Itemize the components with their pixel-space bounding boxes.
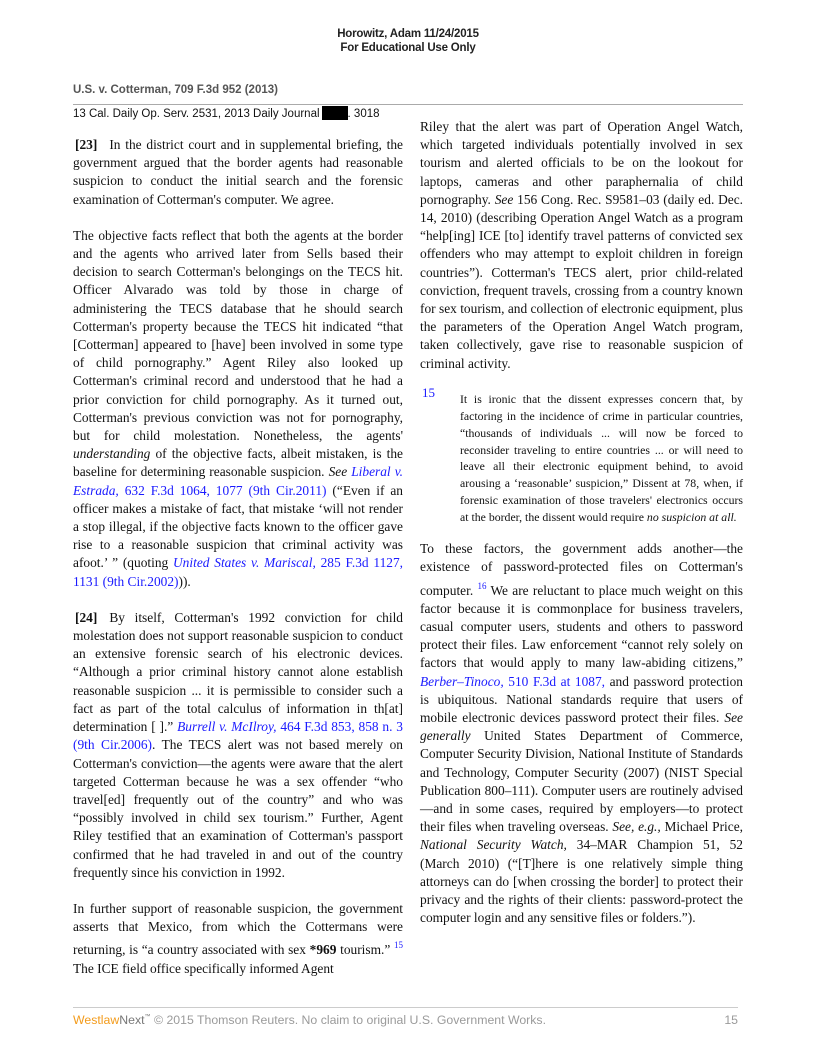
educational-use-notice: For Educational Use Only xyxy=(340,42,476,54)
footnote-ref-16[interactable]: 16 xyxy=(477,580,487,591)
page-number: 15 xyxy=(724,1013,738,1027)
right-column xyxy=(420,118,743,945)
left-column xyxy=(73,136,403,996)
user-date-line: Horowitz, Adam 11/24/2015 xyxy=(337,28,479,40)
footer-divider xyxy=(73,1007,738,1008)
citation-suffix: . 3018 xyxy=(347,108,380,120)
copyright-notice: © 2015 Thomson Reuters. No claim to original U.S. Government Works. xyxy=(150,1013,546,1027)
print-header xyxy=(0,27,816,55)
paragraph-password: To these factors, the government adds another—the existence of password-protected files on Cotterman's computer. $^{16}$ We are reluctant to place much weight on this factor because it is commonplace for business travelers, casual computer users, students and others to password protect their files. Law enforcement “cannot rely solely on factors that would apply to many law-abiding citizens,” Berber–Tinoco, 510 F.3d at 1087, and password protection is ubiquitous. National standards require that users of mobile electronic devices password protect their files. See generally United States Department of Commerce, Computer Security Division, National Institute of Standards and Technology, Computer Security (2007) (NIST Special Publication 800–111). Computer users are routinely advised—and in some cases, required by employers—to protect their files when traveling overseas. See, e.g., Michael Price, National Security Watch, 34–MAR Champion 51, 52 (March 2010) (“[T]here is one relatively simple thing attorneys can do [when crossing the border] to protect their privacy and the rights of their clients: password-protect the computer login and any sensitive files or folders.”). xyxy=(420,541,743,926)
footnote-ref-15[interactable]: 15 xyxy=(394,940,403,951)
paragraph-23: [23] In the district court and in supplemental briefing, the government argued that the border agents had reasonable suspicion to conduct the initial search and the forensic examination of Cotterman's computer. We agree. xyxy=(73,137,403,207)
star-page-marker: *969 xyxy=(309,942,337,958)
westlaw-next-logo: WestlawNext™ xyxy=(73,1013,151,1027)
citation-link-us-v-mariscal[interactable]: United States v. Mariscal, 285 F.3d 1127, 1131 (9th Cir.2002) xyxy=(73,555,403,589)
paragraph-objective-facts: The objective facts reflect that both the agents at the border and the agents who arrived later from Sells based their decision to search Cotterman's belongings on the TECS hit. Officer Alvarado was told by those in charge of administering the TECS database that he should search Cotterman's property because the TECS hit indicated “that [Cotterman] appeared to [have] been involved in some type of child pornography.” Agent Riley also looked up Cotterman's criminal record and understood that he had a prior conviction for child pornography. As it turned out, Cotterman's previous conviction was not for pornography, but for child molestation. Nonetheless, the agents' understanding of the objective facts, albeit mistaken, is the baseline for determining reasonable suspicion. See Liberal v. Estrada, 632 F.3d 1064, 1077 (9th Cir.2011) (“Even if an officer makes a mistake of fact, that mistake ‘will not render a stop illegal, if the objective facts known to the officer gave rise to a reasonable suspicion that criminal activity was afoot.’ ” (quoting United States v. Mariscal, 285 F.3d 1127, 1131 (9th Cir.2002))). xyxy=(73,227,404,589)
footnote-number-15[interactable]: 15 xyxy=(422,384,435,400)
footnote-body: It is ironic that the dissent expresses concern that, by factoring in the incidence of crime in particular countries, “thousands of individuals ... will now be forced to reconsider traveling to entire countries ... or will need to leave all their electronic equipment behind, to avoid arousing a ‘reasonable’ suspicion,” Dissent at 78, when, if forensic examination of those travelers' electronics occurs at the border, the dissent would require no suspicion at all. xyxy=(460,391,743,525)
citation-link-berber-tinoco[interactable]: Berber–Tinoco, 510 F.3d at 1087, xyxy=(420,673,606,689)
citation-text: 13 Cal. Daily Op. Serv. 2531, 2013 Daily Journal xyxy=(73,108,320,120)
parallel-citation xyxy=(73,106,380,120)
header-divider xyxy=(73,104,743,105)
case-title: U.S. v. Cotterman, 709 F.3d 952 (2013) xyxy=(73,84,278,96)
headnote-number-24[interactable]: [24] xyxy=(75,609,98,625)
citation-link-liberal-v-estrada[interactable]: Liberal v. Estrada, 632 F.3d 1064, 1077 (9th Cir.2011) xyxy=(73,464,403,498)
paragraph-angel-watch: Riley that the alert was part of Operation Angel Watch, which targeted individuals potentially involved in sex tourism and alerted officials to be on the lookout for laptops, cameras and other paraphernalia of child pornography. See 156 Cong. Rec. S9581–03 (daily ed. Dec. 14, 2010) (describing Operation Angel Watch as a program “help[ing] ICE [to] identify travel patterns of convicted sex offenders who may attempt to exploit children in foreign countries”). Cotterman's TECS alert, prior child-related conviction, frequent travels, crossing from a country known for sex tourism, and collection of electronic equipment, plus the parameters of the Operation Angel Watch program, taken collectively, gave rise to reasonable suspicion of criminal activity. xyxy=(420,119,744,371)
footnote-15 xyxy=(420,384,743,526)
citation-link-burrell-v-mcilroy[interactable]: Burrell v. McIlroy, 464 F.3d 853, 858 n. 3 (9th Cir.2006) xyxy=(73,719,404,753)
headnote-number-23[interactable]: [23] xyxy=(75,137,98,152)
redaction-block xyxy=(322,106,348,120)
paragraph-further-support: In further support of reasonable suspicion, the government asserts that Mexico, from which the Cottermans were returning, is “a country associated with sex *969 tourism.” $^{15}$ The ICE field office specifically informed Agent xyxy=(73,900,403,976)
paragraph-24: [24] By itself, Cotterman's 1992 conviction for child molestation does not support reasonable suspicion to conduct an extensive forensic search of his electronic devices. “Although a prior criminal history cannot alone establish reasonable suspicion ... it is permissible to consider such a fact as part of the total calculus of information in th[at] determination [ ].” Burrell v. McIlroy, 464 F.3d 853, 858 n. 3 (9th Cir.2006). The TECS alert was not based merely on Cotterman's conviction—the agents were aware that the alert targeted Cotterman because he was a sex offender “who travel[ed] frequently out of the country” and who was “possibly involved in child sex tourism.” Further, Agent Riley testified that an examination of Cotterman's passport confirmed that he had traveled in and out of the country frequently since his conviction in 1992. xyxy=(73,609,404,880)
page-footer xyxy=(73,1013,738,1027)
